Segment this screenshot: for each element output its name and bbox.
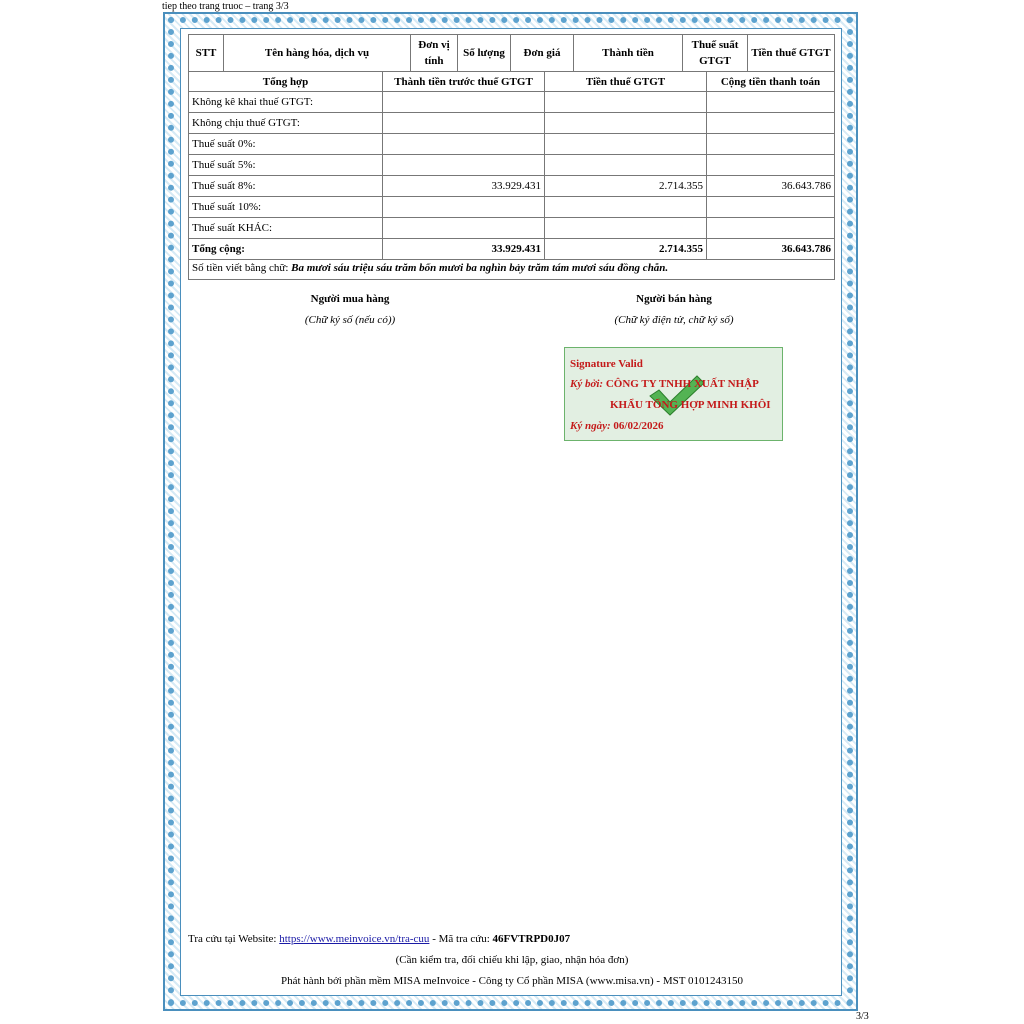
- row-before-tax: [383, 218, 545, 239]
- row-total: [707, 134, 835, 155]
- col-item-name: Tên hàng hóa, dịch vụ: [224, 35, 411, 72]
- summary-col-tax: Tiền thuế GTGT: [545, 72, 707, 92]
- seller-signature-note: (Chữ ký điện tử, chữ ký số): [614, 314, 734, 326]
- row-total: [707, 113, 835, 134]
- issuer-info: Phát hành bởi phần mềm MISA meInvoice - Công ty Cổ phần MISA (www.misa.vn) - MST 0101243150: [281, 975, 743, 987]
- summary-row: [189, 197, 835, 218]
- lookup-code: 46FVTRPD0J07: [492, 933, 571, 945]
- amount-in-words: [188, 259, 835, 280]
- row-label: Thuế suất 0%:: [189, 134, 383, 155]
- row-total: [707, 218, 835, 239]
- items-table-header: [188, 34, 835, 72]
- signed-date-value: 06/02/2026: [613, 420, 664, 432]
- row-label: Thuế suất 5%:: [189, 155, 383, 176]
- row-tax: 2.714.355: [545, 176, 707, 197]
- row-before-tax: [383, 134, 545, 155]
- lookup-link[interactable]: https://www.meinvoice.vn/tra-cuu: [279, 933, 430, 945]
- row-tax: [545, 113, 707, 134]
- col-vat-rate: Thuế suất GTGT: [683, 35, 748, 72]
- row-label: Không chịu thuế GTGT:: [189, 113, 383, 134]
- summary-row: [189, 155, 835, 176]
- summary-row: [189, 113, 835, 134]
- summary-row: [189, 176, 835, 197]
- summary-col-category: Tổng hợp: [189, 72, 383, 92]
- verification-note: (Cần kiểm tra, đối chiếu khi lập, giao, nhận hóa đơn): [395, 954, 629, 966]
- row-before-tax: [383, 92, 545, 113]
- digital-signature-stamp: [564, 347, 783, 441]
- summary-row: [189, 134, 835, 155]
- summary-table: [188, 71, 835, 260]
- row-before-tax: [383, 113, 545, 134]
- signed-by: [570, 378, 759, 390]
- grand-total-amount: 36.643.786: [707, 239, 835, 260]
- col-stt: STT: [189, 35, 224, 72]
- signed-by-label: Ký bởi:: [570, 378, 604, 390]
- signed-date-label: Ký ngày:: [570, 420, 611, 432]
- grand-total-tax: 2.714.355: [545, 239, 707, 260]
- amount-in-words-value: Ba mươi sáu triệu sáu trăm bốn mươi ba nghìn bảy trăm tám mươi sáu đồng chẵn.: [291, 262, 669, 274]
- col-amount: Thành tiền: [574, 35, 683, 72]
- grand-total-row: [189, 239, 835, 260]
- row-tax: [545, 155, 707, 176]
- lookup-info: [188, 933, 570, 945]
- signer-name-line1: CÔNG TY TNHH XUẤT NHẬP: [605, 378, 759, 390]
- row-label: Thuế suất 8%:: [189, 176, 383, 197]
- grand-total-before-tax: 33.929.431: [383, 239, 545, 260]
- row-total: [707, 92, 835, 113]
- col-vat-amount: Tiền thuế GTGT: [748, 35, 835, 72]
- row-label: Không kê khai thuế GTGT:: [189, 92, 383, 113]
- row-before-tax: [383, 155, 545, 176]
- row-tax: [545, 218, 707, 239]
- page-continuation-note: tiep theo trang truoc – trang 3/3: [162, 1, 289, 12]
- lookup-code-label: - Mã tra cứu:: [432, 933, 490, 945]
- row-total: 36.643.786: [707, 176, 835, 197]
- buyer-signature-note: (Chữ ký số (nếu có)): [304, 314, 396, 326]
- summary-col-total: Cộng tiền thanh toán: [707, 72, 835, 92]
- signed-date: [570, 420, 664, 432]
- row-tax: [545, 197, 707, 218]
- amount-in-words-label: Số tiền viết bằng chữ:: [192, 262, 289, 274]
- signature-status: Signature Valid: [570, 358, 643, 370]
- row-total: [707, 197, 835, 218]
- row-label: Thuế suất 10%:: [189, 197, 383, 218]
- row-tax: [545, 92, 707, 113]
- summary-col-before-tax: Thành tiền trước thuế GTGT: [383, 72, 545, 92]
- seller-signature-title: Người bán hàng: [636, 293, 712, 305]
- row-label: Thuế suất KHÁC:: [189, 218, 383, 239]
- row-tax: [545, 134, 707, 155]
- lookup-prefix: Tra cứu tại Website:: [188, 933, 277, 945]
- col-unit-price: Đơn giá: [511, 35, 574, 72]
- col-quantity: Số lượng: [458, 35, 511, 72]
- col-unit: Đơn vị tính: [411, 35, 458, 72]
- summary-row: [189, 92, 835, 113]
- row-before-tax: [383, 197, 545, 218]
- page-number: 3/3: [856, 1011, 869, 1022]
- grand-total-label: Tổng cộng:: [189, 239, 383, 260]
- row-before-tax: 33.929.431: [383, 176, 545, 197]
- buyer-signature-title: Người mua hàng: [310, 293, 390, 305]
- signer-name-line2: KHẨU TỔNG HỢP MINH KHÔI: [610, 399, 771, 411]
- row-total: [707, 155, 835, 176]
- summary-row: [189, 218, 835, 239]
